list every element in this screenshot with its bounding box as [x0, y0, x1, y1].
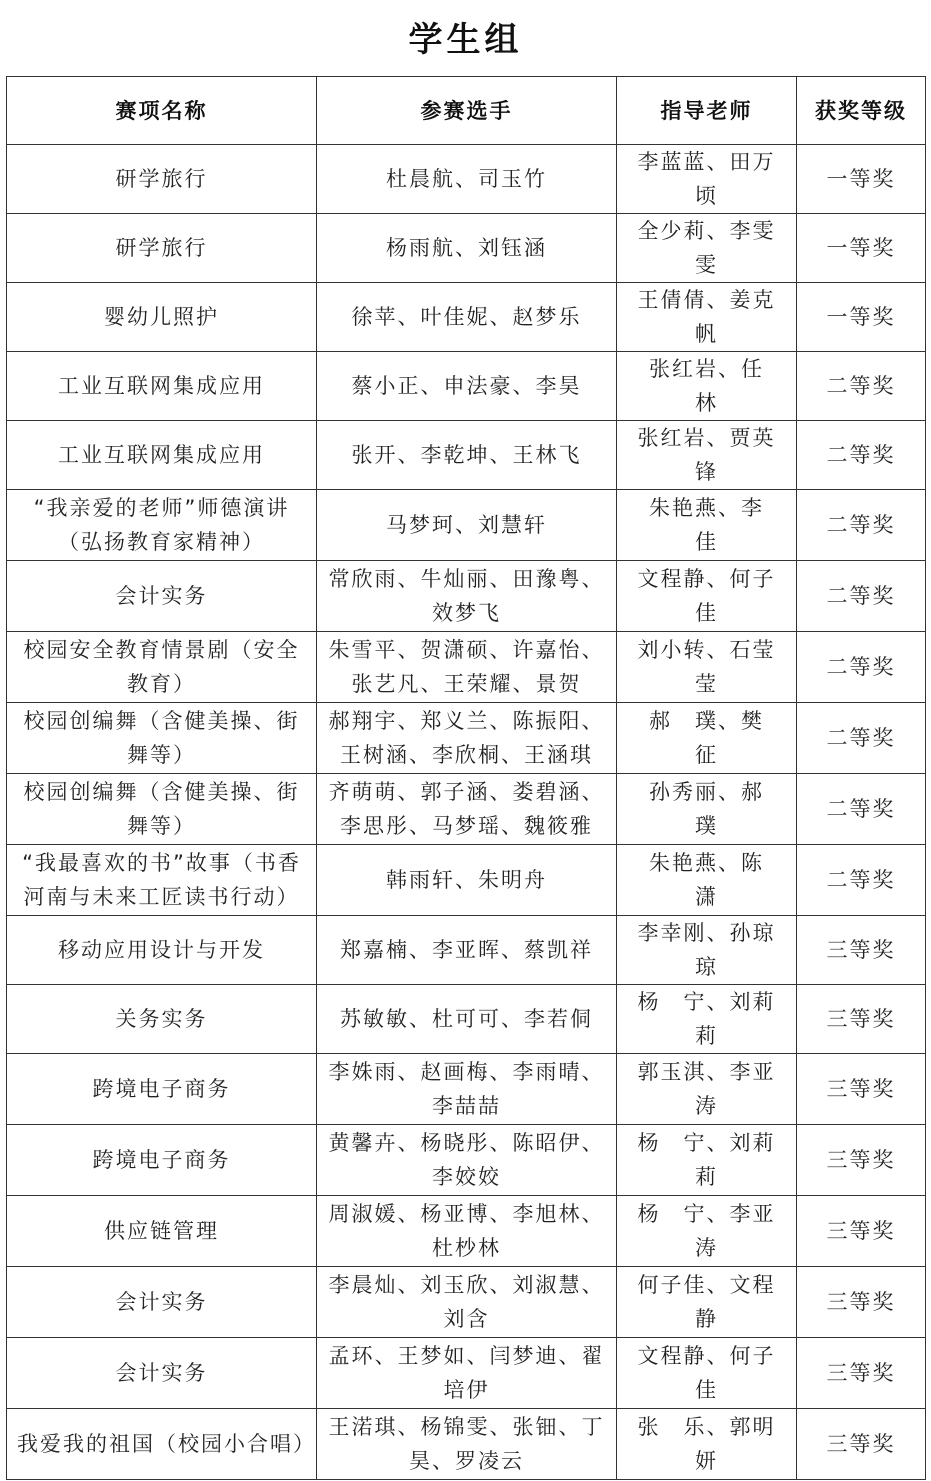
event-cell: 研学旅行 — [7, 145, 317, 214]
teachers-cell: 郭玉淇、李亚涛 — [617, 1054, 797, 1125]
teachers-cell: 朱艳燕、陈 潇 — [617, 845, 797, 916]
event-cell: 校园创编舞（含健美操、街舞等） — [7, 774, 317, 845]
event-cell: 我爱我的祖国（校园小合唱） — [7, 1409, 317, 1480]
teachers-cell: 张红岩、贾英锋 — [617, 421, 797, 490]
players-cell: 苏敏敏、杜可可、李若侗 — [317, 985, 617, 1054]
header-event: 赛项名称 — [7, 77, 317, 145]
teachers-cell: 杨 宁、刘莉莉 — [617, 1125, 797, 1196]
teachers-cell: 李蓝蓝、田万顷 — [617, 145, 797, 214]
players-cell: 郑嘉楠、李亚晖、蔡凯祥 — [317, 916, 617, 985]
players-cell: 杜晨航、司玉竹 — [317, 145, 617, 214]
teachers-cell: 李幸刚、孙琼琼 — [617, 916, 797, 985]
event-cell: “我亲爱的老师”师德演讲（弘扬教育家精神） — [7, 490, 317, 561]
event-cell: 校园创编舞（含健美操、街舞等） — [7, 703, 317, 774]
event-cell: “我最喜欢的书”故事（书香河南与未来工匠读书行动） — [7, 845, 317, 916]
page-title: 学生组 — [408, 20, 523, 60]
teachers-cell: 刘小转、石莹莹 — [617, 632, 797, 703]
table-row — [7, 214, 926, 283]
players-cell: 徐苹、叶佳妮、赵梦乐 — [317, 283, 617, 352]
players-cell: 齐萌萌、郭子涵、娄碧涵、李思彤、马梦瑶、魏筱雅 — [317, 774, 617, 845]
award-cell: 二等奖 — [797, 703, 926, 774]
teachers-cell: 张 乐、郭明妍 — [617, 1409, 797, 1480]
players-cell: 张开、李乾坤、王林飞 — [317, 421, 617, 490]
players-cell: 黄馨卉、杨晓彤、陈昭伊、李姣姣 — [317, 1125, 617, 1196]
teachers-cell: 杨 宁、刘莉莉 — [617, 985, 797, 1054]
table-row — [7, 632, 926, 703]
award-cell: 一等奖 — [797, 283, 926, 352]
table-row — [7, 421, 926, 490]
teachers-cell: 文程静、何子佳 — [617, 561, 797, 632]
players-cell: 韩雨轩、朱明舟 — [317, 845, 617, 916]
event-cell: 移动应用设计与开发 — [7, 916, 317, 985]
table-row — [7, 561, 926, 632]
players-cell: 李晨灿、刘玉欣、刘淑慧、刘含 — [317, 1267, 617, 1338]
teachers-cell: 杨 宁、李亚涛 — [617, 1196, 797, 1267]
award-cell: 三等奖 — [797, 1196, 926, 1267]
teachers-cell: 何子佳、文程静 — [617, 1267, 797, 1338]
award-cell: 三等奖 — [797, 1125, 926, 1196]
players-cell: 郝翔宇、郑义兰、陈振阳、王树涵、李欣桐、王涵琪 — [317, 703, 617, 774]
table-row — [7, 1409, 926, 1480]
table-row — [7, 703, 926, 774]
players-cell: 杨雨航、刘钰涵 — [317, 214, 617, 283]
table-row — [7, 1267, 926, 1338]
event-cell: 供应链管理 — [7, 1196, 317, 1267]
table-row — [7, 1125, 926, 1196]
teachers-cell: 郝 璞、樊 征 — [617, 703, 797, 774]
players-cell: 周淑媛、杨亚博、李旭林、杜杪林 — [317, 1196, 617, 1267]
table-row — [7, 283, 926, 352]
award-cell: 二等奖 — [797, 845, 926, 916]
table-row — [7, 490, 926, 561]
teachers-cell: 朱艳燕、李 佳 — [617, 490, 797, 561]
award-cell: 二等奖 — [797, 490, 926, 561]
event-cell: 跨境电子商务 — [7, 1054, 317, 1125]
header-players: 参赛选手 — [317, 77, 617, 145]
award-cell: 二等奖 — [797, 352, 926, 421]
table-row — [7, 1338, 926, 1409]
event-cell: 婴幼儿照护 — [7, 283, 317, 352]
award-cell: 三等奖 — [797, 916, 926, 985]
award-cell: 三等奖 — [797, 1054, 926, 1125]
award-cell: 三等奖 — [797, 1409, 926, 1480]
table-header-row — [7, 77, 926, 145]
event-cell: 会计实务 — [7, 561, 317, 632]
teachers-cell: 张红岩、任 林 — [617, 352, 797, 421]
table-row — [7, 1054, 926, 1125]
award-cell: 三等奖 — [797, 1267, 926, 1338]
table-row — [7, 985, 926, 1054]
teachers-cell: 文程静、何子佳 — [617, 1338, 797, 1409]
table-row — [7, 1196, 926, 1267]
awards-table — [6, 76, 926, 1480]
table-row — [7, 774, 926, 845]
players-cell: 马梦珂、刘慧轩 — [317, 490, 617, 561]
teachers-cell: 王倩倩、姜克帆 — [617, 283, 797, 352]
players-cell: 蔡小正、申法豪、李昊 — [317, 352, 617, 421]
players-cell: 朱雪平、贺潇硕、许嘉怡、张艺凡、王荣耀、景贺 — [317, 632, 617, 703]
award-cell: 二等奖 — [797, 632, 926, 703]
event-cell: 工业互联网集成应用 — [7, 352, 317, 421]
table-row — [7, 145, 926, 214]
table-row — [7, 845, 926, 916]
teachers-cell: 全少莉、李雯雯 — [617, 214, 797, 283]
event-cell: 研学旅行 — [7, 214, 317, 283]
event-cell: 工业互联网集成应用 — [7, 421, 317, 490]
award-cell: 三等奖 — [797, 1338, 926, 1409]
event-cell: 校园安全教育情景剧（安全教育） — [7, 632, 317, 703]
players-cell: 李姝雨、赵画梅、李雨晴、李喆喆 — [317, 1054, 617, 1125]
teachers-cell: 孙秀丽、郝 璞 — [617, 774, 797, 845]
event-cell: 跨境电子商务 — [7, 1125, 317, 1196]
players-cell: 王渃琪、杨锦雯、张钿、丁昊、罗凌云 — [317, 1409, 617, 1480]
event-cell: 会计实务 — [7, 1267, 317, 1338]
table-row — [7, 916, 926, 985]
award-cell: 二等奖 — [797, 561, 926, 632]
award-cell: 一等奖 — [797, 145, 926, 214]
event-cell: 会计实务 — [7, 1338, 317, 1409]
award-cell: 二等奖 — [797, 421, 926, 490]
award-cell: 一等奖 — [797, 214, 926, 283]
header-teachers: 指导老师 — [617, 77, 797, 145]
table-row — [7, 352, 926, 421]
event-cell: 关务实务 — [7, 985, 317, 1054]
award-cell: 三等奖 — [797, 985, 926, 1054]
players-cell: 孟环、王梦如、闫梦迪、翟培伊 — [317, 1338, 617, 1409]
players-cell: 常欣雨、牛灿丽、田豫粤、效梦飞 — [317, 561, 617, 632]
award-cell: 二等奖 — [797, 774, 926, 845]
header-award: 获奖等级 — [797, 77, 926, 145]
